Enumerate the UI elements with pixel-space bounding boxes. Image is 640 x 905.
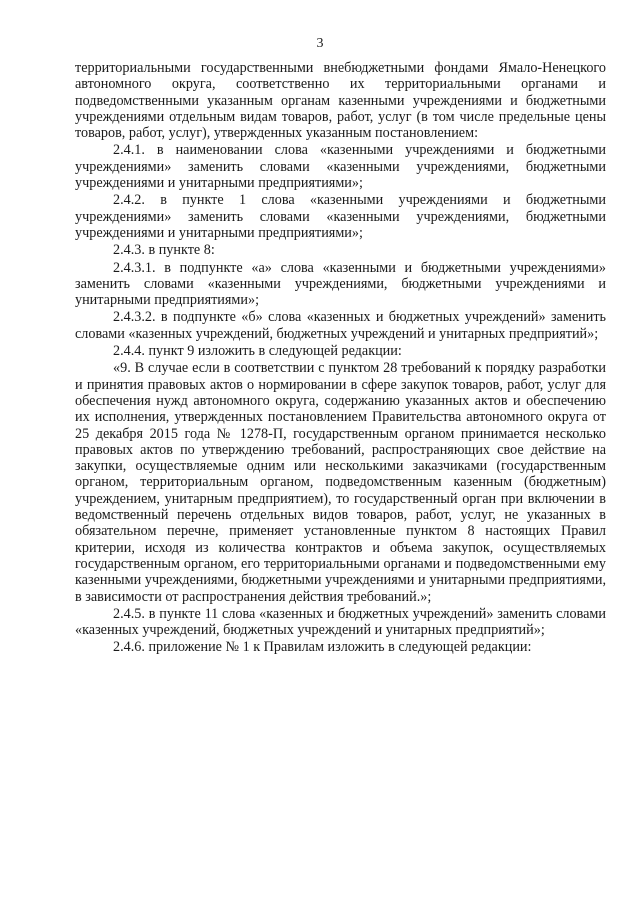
paragraph-2-4-3-1: 2.4.3.1. в подпункте «а» слова «казенными и бюджетными учреждениями» заменить словами «казенными учреждениями, бюджетными учреждениями и унитарными предприятиями»;	[75, 259, 606, 309]
paragraph-2-4-1: 2.4.1. в наименовании слова «казенными учреждениями и бюджетными учреждениями» заменить словами «казенными учреждениями, бюджетными учреждениями и унитарными предприятиями»;	[75, 142, 606, 192]
paragraph-2-4-2: 2.4.2. в пункте 1 слова «казенными учреждениями и бюджетными учреждениями» заменить словами «казенными учреждениями, бюджетными учреждениями и унитарными предприятиями»;	[75, 192, 606, 241]
paragraph-quoted-item-9: «9. В случае если в соответствии с пунктом 28 требований к порядку разработки и принятия правовых актов о нормировании в сфере закупок товаров, работ, услуг для обеспечения нужд автономного округа, содержанию указанных актов и обеспечению их исполнения, утвержденных постановлением Правительства автономного округа от 25 декабря 2015 года № 1278-П, государственным органом принимается несколько правовых актов по утверждению требований, распространяющих свое действие на закупки, осуществляемые одним или несколькими заказчиками (государственным органом, территориальным органом, подведомственным казенным (бюджетным) учреждением, унитарным предприятием), то государственный орган при включении в ведомственный перечень отдельных видов товаров, работ, услуг, не указанных в обязательном перечне, применяет установленные пунктом 8 настоящих Правил критерии, исходя из количества контрактов и объема закупок, осуществляемых государственным органом, его территориальными органами и подведомственными ему казенными учреждениями, бюджетными учреждениями и унитарными предприятиями, в зависимости от распространения действия требований.»;	[75, 360, 606, 605]
paragraph-2-4-3: 2.4.3. в пункте 8:	[113, 242, 215, 259]
paragraph-intro: территориальными государственными внебюджетными фондами Ямало-Ненецкого автономного округа, соответственно их территориальными органами и подведомственными указанным органам казенными учреждениями и бюджетными учреждениями отдельным видам товаров, работ, услуг (в том числе предельные цены товаров, работ, услуг), утвержденных указанным постановлением:	[75, 60, 606, 142]
page-number: 3	[316, 36, 324, 51]
paragraph-2-4-4: 2.4.4. пункт 9 изложить в следующей редакции:	[113, 343, 402, 360]
document-body	[75, 60, 606, 656]
paragraph-2-4-5: 2.4.5. в пункте 11 слова «казенных и бюджетных учреждений» заменить словами «казенных учреждений, бюджетных учреждений и унитарных предприятий»;	[75, 605, 606, 639]
paragraph-2-4-6: 2.4.6. приложение № 1 к Правилам изложить в следующей редакции:	[113, 639, 532, 656]
paragraph-2-4-3-2: 2.4.3.2. в подпункте «б» слова «казенных и бюджетных учреждений» заменить словами «казенных учреждений, бюджетных учреждений и унитарных предприятий»;	[75, 309, 606, 342]
